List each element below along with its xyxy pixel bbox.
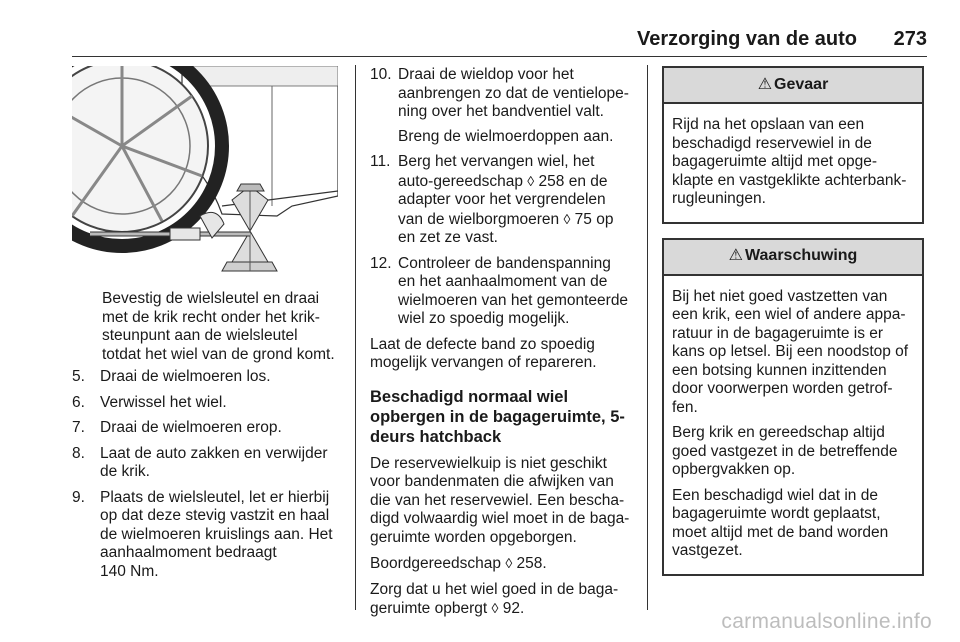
- step-number: 10.: [370, 66, 392, 83]
- section-title: Verzorging van de auto: [636, 28, 857, 50]
- step-12: [370, 255, 632, 329]
- step-number: 9.: [72, 488, 85, 506]
- warning-text: Berg krik en gereedschap altijd goed vastgezet in de betreffende opbergvakken op.: [672, 424, 898, 478]
- step-text: Laat de auto zakken en verwijder de krik.: [100, 444, 328, 480]
- danger-title: Gevaar: [774, 75, 829, 93]
- paragraph: Laat de defecte band zo spoedig mogelijk vervangen of repareren.: [370, 335, 597, 371]
- step-8: [72, 445, 340, 482]
- step-6: [72, 394, 340, 413]
- column-3: [662, 66, 924, 590]
- warning-title: Waarschuwing: [745, 247, 858, 265]
- warning-text: Bij het niet goed vastzetten van een krik, een wiel of andere appa-ratuur in de bagageruimte is er kans op letsel. Bij een noodstop of een botsing kunnen inzittenden door voorwerpen worden getrof-fen.: [672, 287, 909, 416]
- step-text: Draai de wielmoeren erop.: [100, 419, 282, 436]
- step-number: 11.: [370, 153, 391, 170]
- paragraph: Zorg dat u het wiel goed in de baga-geruimte opbergt ◊ 92.: [370, 580, 619, 617]
- warning-triangle-icon: ⚠: [757, 75, 773, 93]
- column-2: [370, 66, 632, 626]
- figure-caption: Bevestig de wielsleutel en draai met de krik recht onder het krik-steunpunt aan de wielsleutel totdat het wiel van de grond komt.: [102, 290, 335, 363]
- warning-triangle-icon: ⚠: [728, 247, 744, 265]
- step-10-sub: Breng de wielmoerdoppen aan.: [398, 127, 614, 145]
- step-5: [72, 368, 340, 387]
- step-number: 8.: [72, 444, 85, 462]
- warning-text: Een beschadigd wiel dat in de bagageruimte wordt geplaatst, moet altijd met de band worden vastgezet.: [672, 486, 889, 559]
- section-heading: Beschadigd normaal wiel opbergen in de bagageruimte, 5-deurs hatchback: [370, 387, 625, 446]
- step-10: [370, 66, 632, 122]
- page-header: [72, 22, 927, 52]
- column-divider: [647, 65, 648, 610]
- warning-box: [662, 238, 924, 576]
- page-reference-link[interactable]: 75: [574, 210, 592, 228]
- paragraph: Boordgereedschap ◊ 258.: [370, 555, 547, 572]
- step-text: Draai de wielmoeren los.: [100, 368, 271, 385]
- reference-icon: ◊: [563, 210, 571, 227]
- reference-icon: ◊: [505, 555, 513, 571]
- page-reference-link[interactable]: 258: [538, 172, 565, 190]
- page-reference-link[interactable]: 258.: [516, 555, 547, 572]
- step-number: 6.: [72, 393, 85, 411]
- car-jack-icon: [72, 66, 338, 276]
- step-text: Verwissel het wiel.: [100, 393, 227, 411]
- step-text: en de adapter voor het vergrendelen van de wielborgmoeren: [398, 172, 608, 228]
- step-number: 5.: [72, 368, 85, 385]
- step-number: 7.: [72, 419, 85, 436]
- column-1: [72, 66, 340, 588]
- warning-header: [664, 240, 922, 276]
- car-jack-illustration: [72, 66, 338, 276]
- paragraph: De reservewielkuip is niet geschikt voor bandenmaten die afwijken van die van het reservewiel. Een bescha-digd volwaardig wiel moet in de baga-geruimte worden opgeborgen.: [370, 454, 630, 546]
- watermark: carmanualsonline.info: [721, 610, 932, 633]
- column-divider: [355, 65, 356, 610]
- step-text: Plaats de wielsleutel, let er hierbij op dat deze stevig vastzit en haal de wielmoeren kruislings aan. Het aanhaalmoment bedraagt: [100, 488, 333, 561]
- header-rule: [72, 56, 927, 57]
- step-9: [72, 489, 340, 582]
- page-number: 273: [893, 28, 927, 50]
- step-text: Controleer de bandenspanning en het aanhaalmoment van de wielmoeren van het gemonteerde wiel zo spoedig mogelijk.: [398, 254, 629, 327]
- page-reference-link[interactable]: 92.: [502, 600, 525, 617]
- step-number: 12.: [370, 254, 392, 272]
- step-7: [72, 419, 340, 438]
- reference-icon: ◊: [491, 600, 499, 616]
- torque-value: 140 Nm.: [100, 562, 159, 580]
- step-text: Draai de wieldop voor het aanbrengen zo dat de ventielope-ning over het bandventiel valt.: [398, 66, 629, 120]
- danger-box: [662, 66, 924, 224]
- step-text: op en zet ze vast.: [398, 210, 614, 246]
- danger-text: Rijd na het opslaan van een beschadigd reservewiel in de bagageruimte altijd met opge-klapte en vastgeklikte achterbank-rugleuningen.: [672, 116, 907, 207]
- step-11: [370, 153, 632, 248]
- step-text: Berg het vervangen wiel, het auto-gereedschap: [398, 153, 595, 190]
- danger-header: [664, 68, 922, 104]
- reference-icon: ◊: [527, 172, 535, 189]
